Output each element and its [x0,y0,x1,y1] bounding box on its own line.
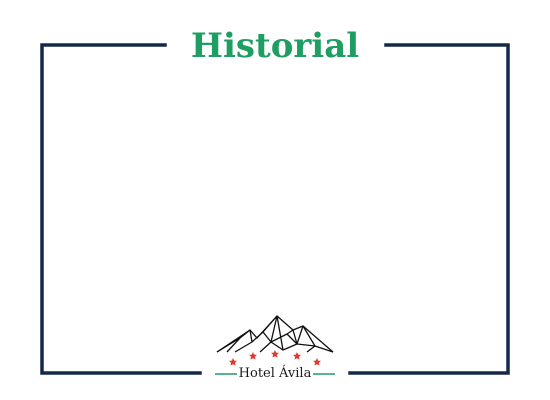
star-icon [293,352,301,360]
star-rating [229,350,321,366]
hotel-name: Hotel Ávila [238,366,312,381]
frame-top-left [42,45,200,373]
hotel-logo [205,312,345,384]
page-title: Historial [190,26,360,66]
star-icon [271,350,279,358]
star-icon [229,358,237,366]
star-icon [313,358,321,366]
star-icon [249,352,257,360]
frame-top-right [350,45,508,373]
